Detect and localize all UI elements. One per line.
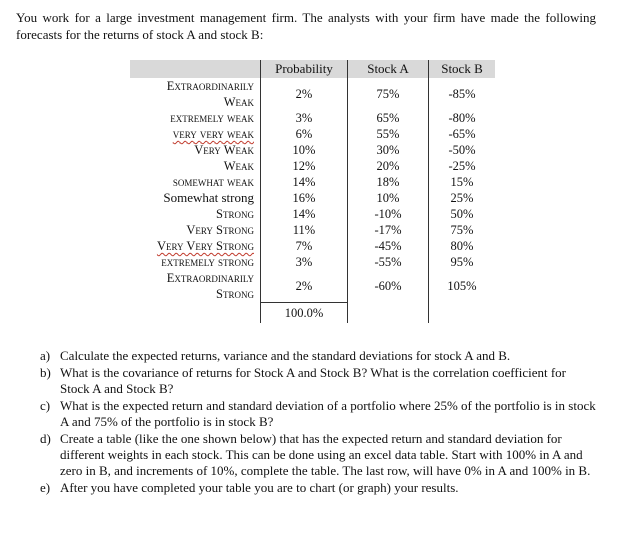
table-row [130, 190, 495, 206]
table-row [130, 158, 495, 174]
state-label: Somewhat strong [163, 190, 254, 205]
table-row [130, 206, 495, 222]
stock-b-cell: 95% [450, 255, 474, 269]
stock-b-cell: 25% [450, 191, 474, 205]
stock-b-cell: 80% [450, 239, 474, 253]
question-item [40, 431, 598, 479]
stock-a-cell: -45% [348, 238, 429, 254]
table-row [130, 126, 495, 142]
question-letter: d) [40, 431, 51, 446]
stock-a-cell: 75% [348, 78, 429, 110]
stock-a-cell: 10% [348, 190, 429, 206]
question-list [40, 348, 598, 497]
table-row [130, 142, 495, 158]
question-item [40, 348, 598, 364]
question-letter: e) [40, 480, 51, 495]
stock-b-cell: 105% [447, 279, 477, 294]
probability-cell: 2% [261, 78, 348, 110]
total-empty-a [348, 303, 429, 324]
state-label: Very Strong [186, 223, 254, 237]
question-letter: c) [40, 398, 51, 413]
probability-cell: 10% [261, 142, 348, 158]
table-row [130, 222, 495, 238]
state-label: somewhat weak [172, 175, 254, 189]
total-empty-b [429, 303, 496, 324]
stock-b-cell: -65% [448, 127, 476, 141]
question-letter: a) [40, 348, 51, 363]
stock-b-cell: 75% [450, 223, 474, 237]
stock-a-cell: 18% [348, 174, 429, 190]
table-row [130, 254, 495, 270]
question-text: What is the covariance of returns for Stock A and Stock B? What is the correlation coefficient for Stock A and Stock B? [60, 365, 566, 396]
stock-b-cell: -85% [448, 87, 476, 101]
question-item [40, 365, 598, 397]
table-row [130, 78, 495, 110]
forecast-table [130, 60, 495, 323]
question-item [40, 480, 598, 496]
total-blank-cell [130, 303, 261, 324]
stock-b-cell: -25% [448, 159, 476, 173]
table-row [130, 238, 495, 254]
question-text: After you have completed your table you are to chart (or graph) your results. [60, 480, 459, 495]
probability-total: 100.0% [261, 303, 348, 324]
header-stock-b: Stock B [429, 60, 496, 78]
stock-a-cell: -60% [348, 270, 429, 303]
probability-cell: 12% [261, 158, 348, 174]
probability-cell: 6% [261, 126, 348, 142]
state-label: extremely weak [170, 111, 254, 125]
probability-cell: 16% [261, 190, 348, 206]
header-stock-a: Stock A [348, 60, 429, 78]
probability-cell: 7% [261, 238, 348, 254]
question-text: What is the expected return and standard deviation of a portfolio where 25% of the portfolio is in stock A and 75% of the portfolio is in stock B? [60, 398, 596, 429]
stock-a-cell: 55% [348, 126, 429, 142]
probability-cell: 14% [261, 206, 348, 222]
probability-cell: 3% [261, 254, 348, 270]
stock-a-cell: 20% [348, 158, 429, 174]
stock-a-cell: 30% [348, 142, 429, 158]
stock-b-cell: 15% [450, 175, 474, 189]
probability-cell: 14% [261, 174, 348, 190]
header-probability: Probability [261, 60, 348, 78]
header-blank-cell [130, 60, 261, 78]
stock-a-cell: -55% [348, 254, 429, 270]
table-total-row [130, 303, 495, 324]
stock-b-cell: -50% [448, 143, 476, 157]
table-row [130, 270, 495, 303]
table-header-row [130, 60, 495, 78]
state-label: Strong [216, 207, 254, 221]
state-label: extremely strong [161, 255, 254, 269]
question-text: Create a table (like the one shown below) that has the expected return and standard deviation for different weights in each stock. This can be done using an excel data table. Start with 100% in A and zero in B, and increments of 10%, complete the table. The last row, will have 0% in A and 100% in B. [60, 431, 591, 478]
question-text: Calculate the expected returns, variance and the standard deviations for stock A and B. [60, 348, 511, 363]
table-row [130, 110, 495, 126]
state-label: Very Very Strong [156, 239, 254, 253]
state-label: Extraordinarily Strong [166, 271, 254, 302]
intro-paragraph: You work for a large investment management firm. The analysts with your firm have made the following forecasts for the returns of stock A and stock B: [16, 10, 596, 42]
question-item [40, 398, 598, 430]
question-letter: b) [40, 365, 51, 380]
stock-b-cell: -80% [448, 111, 476, 125]
probability-cell: 11% [261, 222, 348, 238]
probability-cell: 2% [261, 270, 348, 303]
state-label: Weak [223, 159, 254, 173]
state-label: very very weak [172, 127, 254, 141]
stock-a-cell: 65% [348, 110, 429, 126]
stock-b-cell: 50% [450, 207, 474, 221]
stock-a-cell: -17% [348, 222, 429, 238]
probability-cell: 3% [261, 110, 348, 126]
table-row [130, 174, 495, 190]
state-label: Extraordinarily Weak [166, 79, 254, 109]
state-label: Very Weak [194, 143, 254, 157]
stock-a-cell: -10% [348, 206, 429, 222]
